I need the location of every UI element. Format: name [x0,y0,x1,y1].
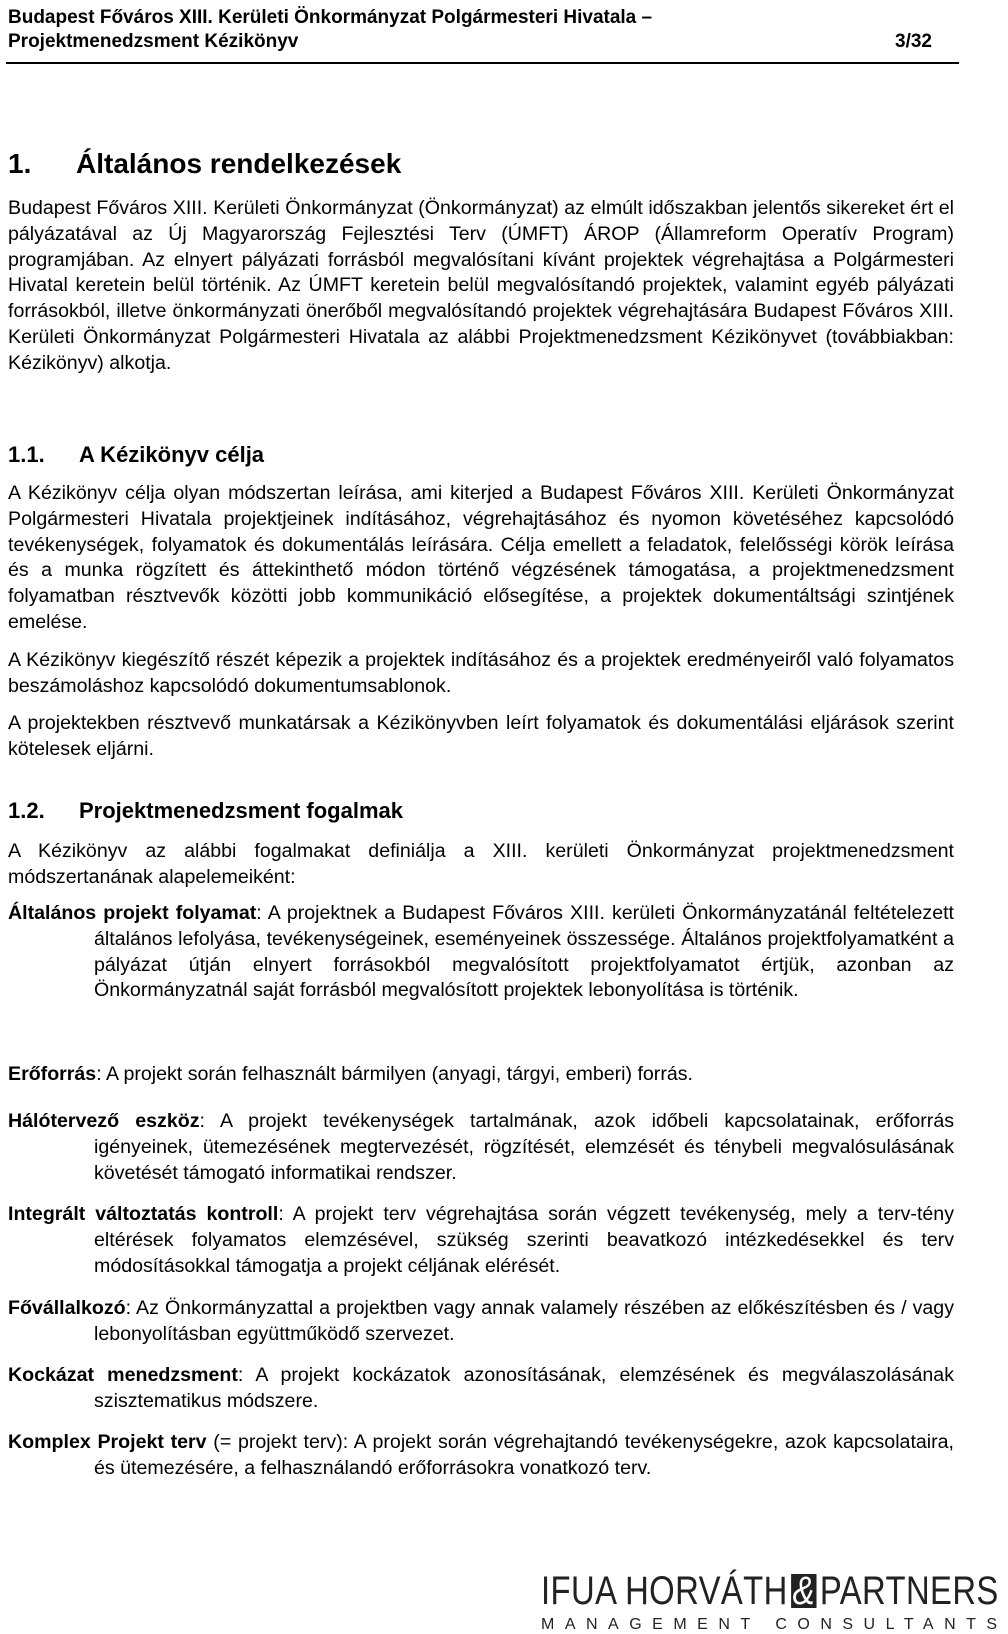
definition-text: : A projektnek a Budapest Főváros XIII. kerületi Önkormányzatánál feltételezett általános lefolyása, tevékenységeinek, eseményeinek összessége. Általános projektfolyamatként a pályázat útján elnyert forrásokból megvalósított projektfolyamatot értjük, azonban az Önkormányzatnál saját forrásból megvalósított projektek lebonyolítása is történik. [94,902,954,1002]
definition-item [8,1202,954,1279]
definition-term: Komplex Projekt terv [8,1431,207,1453]
definition-term: Kockázat menedzsment [8,1364,238,1386]
definition-item [8,1430,954,1482]
section-1-2-title: Projektmenedzsment fogalmak [79,798,403,823]
section-1-2-intro: A Kézikönyv az alábbi fogalmakat definiálja a XIII. kerületi Önkormányzat projektmenedzsment módszertanának alapelemeiként: [8,840,954,888]
section-1-1-paragraph-1: A Kézikönyv célja olyan módszertan leírása, ami kiterjed a Budapest Főváros XIII. Kerületi Önkormányzat Polgármesteri Hivatala projektjeinek indításához, végrehajtásához és nyomon követéséhez kapcsolódó tevékenységek, folyamatok és dokumentálás leírására. Célja emellett a feladatok, felelősségi körök leírása és a munka rögzített és áttekinthető módon történő végzésének támogatása, a projektmenedzsment folyamatban résztvevők közötti jobb kommunikáció elősegítése, a projektek dokumentáltsági szintjének emelése. [8,482,954,633]
definition-text: : A projekt terv végrehajtása során végzett tevékenység, mely a terv-tény eltérések folyamatos elemzésével, szükség szerinti beavatkozó intézkedésekkel és terv módosításokkal támogatja a projekt céljának elérését. [94,1203,954,1277]
definition-item [8,1296,954,1348]
section-1-1-paragraph-2: A Kézikönyv kiegészítő részét képezik a projektek indításához és a projektek eredményeiről való folyamatos beszámoláshoz kapcsolódó dokumentumsablonok. [8,649,954,697]
definition-term: Fővállalkozó [8,1297,126,1319]
section-1-intro: Budapest Főváros XIII. Kerületi Önkormányzat (Önkormányzat) az elmúlt időszakban jelentős sikereket ért el pályázatával az Új Magyarország Fejlesztési Terv (ÚMFT) ÁROP (Államreform Operatív Program) programjában. Az elnyert pályázati forrásból megvalósítani kívánt projektek végrehajtása a Polgármesteri Hivatal keretein belül történik. Az ÚMFT keretein belül megvalósítandó projektek, valamint egyéb pályázati forrásokból, illetve önkormányzati önerőből megvalósítandó projektek végrehajtására Budapest Főváros XIII. Kerületi Önkormányzat Polgármesteri Hivatala az alábbi Projektmenedzsment Kézikönyvet (továbbiakban: Kézikönyv) alkotja. [8,197,954,374]
definition-text: : A projekt során felhasznált bármilyen (anyagi, tárgyi, emberi) forrás. [96,1063,693,1085]
page-header [8,6,932,54]
section-1-heading [8,148,401,180]
header-divider [6,62,959,64]
section-1-1-paragraph-3: A projektekben résztvevő munkatársak a Kézikönyvben leírt folyamatok és dokumentálási eljárások szerint kötelesek eljárni. [8,712,954,760]
definition-item [8,1363,954,1415]
section-1-number: 1. [8,148,32,179]
company-logo [541,1569,1008,1634]
definition-term: Erőforrás [8,1063,97,1085]
page-number: 3/32 [895,31,932,52]
header-title-line1: Budapest Főváros XIII. Kerületi Önkormányzat Polgármesteri Hivatala – [8,7,653,28]
section-1-1-heading [8,442,264,468]
definition-term: Hálótervező eszköz [8,1110,200,1132]
logo-name-part-1: IFUA HORVÁTH [541,1569,788,1613]
logo-name-part-2: PARTNERS [819,1569,999,1613]
definition-text: (= projekt terv): A projekt során végrehajtandó tevékenységekre, azok kapcsolataira, és ütemezésére, a felhasználandó erőforrásokra vonatkozó terv. [94,1431,954,1479]
logo-wordmark [541,1569,999,1613]
section-1-2-heading [8,798,403,824]
logo-tagline: MANAGEMENT CONSULTANTS [541,1616,1008,1633]
definition-term: Integrált változtatás kontroll [8,1203,279,1225]
section-1-1-title: A Kézikönyv célja [79,442,265,467]
section-1-2-number: 1.2. [8,798,45,823]
section-1-title: Általános rendelkezések [76,148,402,179]
definition-item [8,901,954,1004]
definition-term: Általános projekt folyamat [8,902,257,924]
logo-ampersand: & [792,1569,815,1613]
definition-item [8,1109,954,1186]
definition-text: : A projekt kockázatok azonosításának, elemzésének és megválaszolásának szisztematikus módszere. [94,1364,954,1412]
section-1-1-number: 1.1. [8,442,45,467]
definition-text: : A projekt tevékenységek tartalmának, azok időbeli kapcsolatainak, erőforrás igényeinek, ütemezésének megtervezését, rögzítését, elemzését és ténybeli megvalósulásának követését támogató informatikai rendszer. [94,1110,955,1184]
definition-text: : Az Önkormányzattal a projektben vagy annak valamely részében az előkészítésben és / vagy lebonyolításban együttműködő szervezet. [94,1297,954,1345]
definition-item [8,1062,954,1088]
header-title-line2: Projektmenedzsment Kézikönyv [8,31,299,52]
